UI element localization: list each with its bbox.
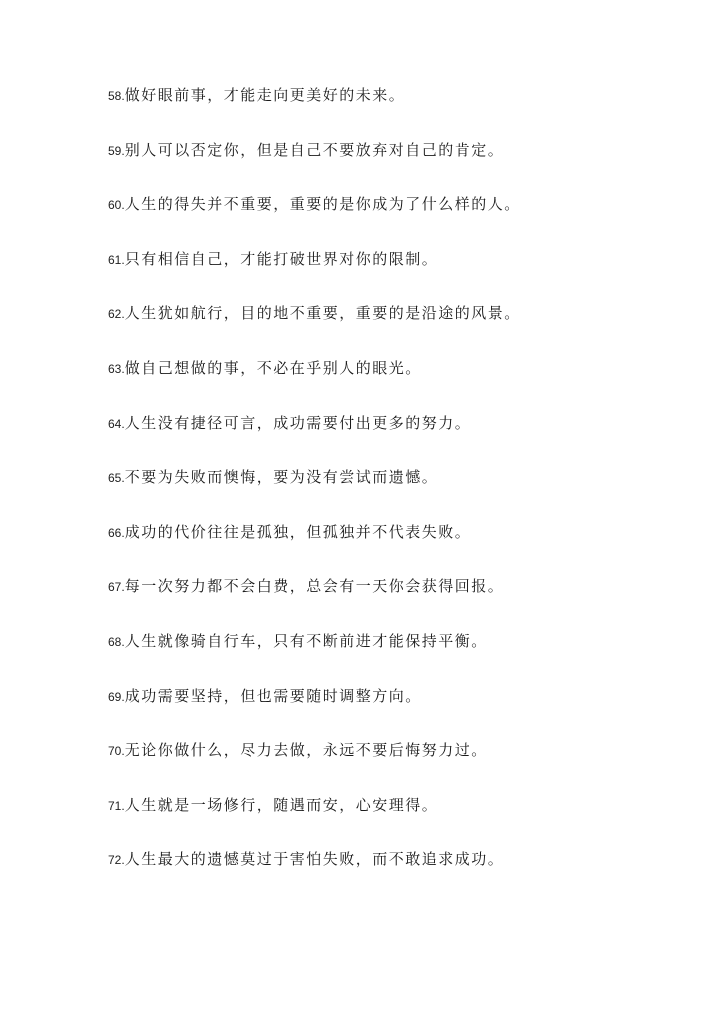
quote-text: 人生最大的遗憾莫过于害怕失败，而不敢追求成功。 [124, 850, 505, 869]
quote-item [108, 630, 698, 685]
quote-text: 人生没有捷径可言，成功需要付出更多的努力。 [124, 413, 472, 432]
quote-number: 69. [108, 689, 125, 704]
quote-item [108, 412, 698, 467]
quote-item [108, 357, 698, 412]
quote-item [108, 466, 698, 521]
quote-text: 成功的代价往往是孤独，但孤独并不代表失败。 [124, 522, 472, 541]
quote-item [108, 139, 698, 194]
quote-number: 65. [108, 471, 125, 486]
quote-number: 71. [108, 798, 125, 813]
quote-number: 66. [108, 525, 125, 540]
quote-text: 人生就像骑自行车，只有不断前进才能保持平衡。 [124, 631, 488, 650]
quote-text: 每一次努力都不会白费，总会有一天你会获得回报。 [124, 577, 505, 596]
quote-text: 做好眼前事，才能走向更美好的未来。 [124, 86, 406, 104]
quote-item [108, 739, 698, 794]
quote-item [108, 794, 698, 849]
quote-item [108, 84, 698, 139]
quote-number: 62. [108, 307, 125, 322]
quote-text: 人生就是一场修行，随遇而安，心安理得。 [124, 795, 439, 814]
quote-item [108, 248, 698, 303]
quote-text: 无论你做什么，尽力去做，永远不要后悔努力过。 [124, 741, 488, 760]
quote-text: 只有相信自己，才能打破世界对你的限制。 [124, 249, 439, 268]
quote-item [108, 575, 698, 630]
quote-number: 67. [108, 580, 125, 595]
quote-item [108, 193, 698, 248]
quote-item [108, 302, 698, 357]
quote-text: 别人可以否定你，但是自己不要放弃对自己的肯定。 [124, 140, 505, 159]
quote-list [108, 84, 698, 903]
quote-number: 60. [108, 198, 125, 213]
quote-number: 63. [108, 361, 125, 376]
quote-item [108, 848, 698, 903]
quote-number: 59. [108, 143, 125, 158]
quote-text: 人生的得失并不重要，重要的是你成为了什么样的人。 [124, 195, 521, 214]
quote-number: 61. [108, 252, 125, 267]
quote-text: 人生犹如航行，目的地不重要，重要的是沿途的风景。 [124, 304, 521, 323]
quote-number: 64. [108, 416, 125, 431]
quote-number: 58. [108, 89, 125, 103]
quote-number: 70. [108, 744, 125, 759]
quote-item [108, 521, 698, 576]
quote-text: 不要为失败而懊悔，要为没有尝试而遗憾。 [124, 468, 439, 487]
quote-text: 做自己想做的事，不必在乎别人的眼光。 [124, 358, 422, 377]
quote-text: 成功需要坚持，但也需要随时调整方向。 [124, 686, 422, 705]
quote-number: 68. [108, 634, 125, 649]
quote-number: 72. [108, 853, 125, 868]
quote-item [108, 685, 698, 740]
